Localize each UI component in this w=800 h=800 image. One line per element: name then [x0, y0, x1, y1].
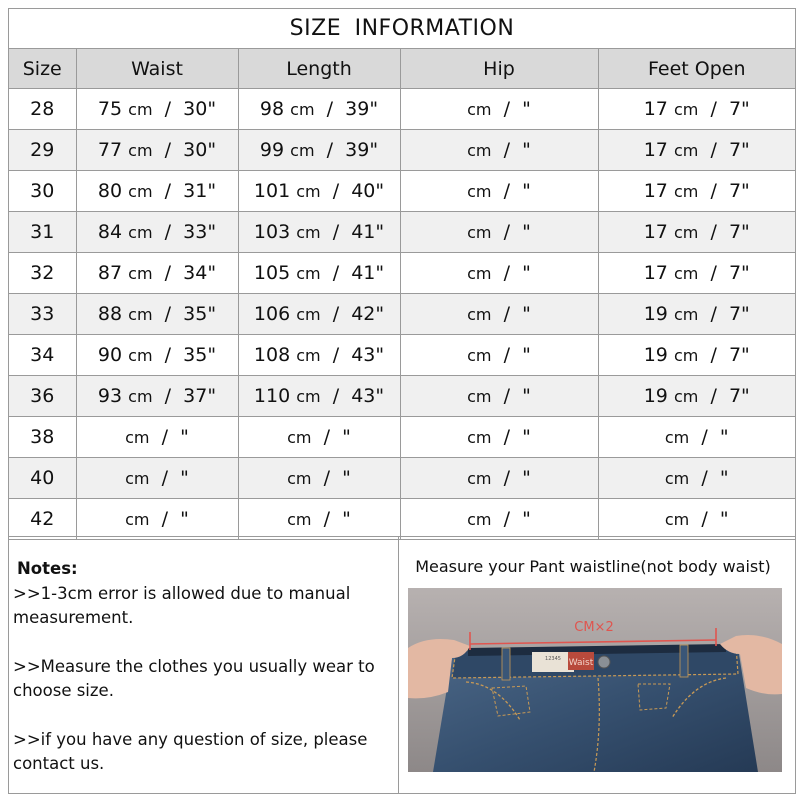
feet-open-cell-inch-value: 7": [728, 98, 750, 120]
feet-open-cell-cm-value: 17: [643, 98, 668, 120]
unit-separator: /: [710, 180, 717, 202]
waist-cell-inch-value: 31": [183, 180, 217, 202]
hip-cell-inch-value: ": [522, 508, 531, 530]
hip-cell: [400, 130, 598, 171]
waist-cell-inch-value: ": [180, 426, 189, 448]
unit-cm: cm: [673, 346, 699, 365]
hip-cell-inch-value: ": [522, 139, 531, 161]
feet-open-cell: [598, 89, 795, 130]
unit-separator: /: [164, 221, 172, 243]
feet-open-cell: [598, 458, 795, 499]
unit-cm: cm: [467, 428, 492, 447]
unit-cm: cm: [467, 264, 492, 283]
waist-cell-inch-value: ": [180, 467, 189, 489]
length-cell-cm-value: 110: [253, 385, 291, 407]
waist-cell-inch-value: 30": [183, 139, 217, 161]
unit-separator: /: [503, 385, 511, 407]
feet-open-cell-cm-value: 17: [643, 262, 668, 284]
feet-open-cell-cm-value: 17: [643, 180, 668, 202]
waist-cell-inch-value: 37": [183, 385, 217, 407]
waist-cell-inch-value: 30": [183, 98, 217, 120]
feet-open-cell: [598, 130, 795, 171]
unit-cm: cm: [296, 387, 321, 406]
header-hip: Hip: [400, 49, 598, 89]
table-row: [9, 335, 795, 376]
header-size: Size: [9, 49, 76, 89]
unit-separator: /: [710, 303, 717, 325]
unit-separator: /: [326, 139, 334, 161]
feet-open-cell-inch-value: ": [719, 467, 729, 489]
table-header-row: [9, 49, 795, 89]
feet-open-cell: [598, 294, 795, 335]
unit-cm: cm: [467, 182, 492, 201]
tag-code: 12345: [545, 656, 561, 662]
table-row: [9, 417, 795, 458]
hip-cell-inch-value: ": [522, 262, 531, 284]
waist-cell: [76, 335, 238, 376]
table-row: [9, 89, 795, 130]
feet-open-cell-inch-value: ": [719, 508, 729, 530]
length-cell-inch-value: 43": [351, 344, 385, 366]
hip-cell-inch-value: ": [522, 98, 531, 120]
unit-separator: /: [332, 262, 340, 284]
unit-separator: /: [503, 262, 511, 284]
length-cell-inch-value: ": [342, 508, 351, 530]
unit-separator: /: [164, 98, 172, 120]
unit-separator: /: [161, 426, 169, 448]
unit-cm: cm: [673, 141, 699, 160]
header-feet-open: Feet Open: [598, 49, 795, 89]
feet-open-cell-inch-value: 7": [728, 344, 750, 366]
unit-separator: /: [503, 467, 511, 489]
waist-cell-cm-value: 75: [97, 98, 123, 120]
length-cell: [238, 294, 400, 335]
size-cell: 31: [9, 212, 76, 253]
hip-cell-inch-value: ": [522, 344, 531, 366]
unit-cm: cm: [467, 469, 492, 488]
waist-cell-cm-value: 93: [97, 385, 123, 407]
table-row: [9, 458, 795, 499]
hip-cell-inch-value: ": [522, 426, 531, 448]
feet-open-cell-cm-value: 19: [643, 303, 668, 325]
length-cell: [238, 212, 400, 253]
waist-cell: [76, 89, 238, 130]
jeans-illustration: [408, 588, 782, 772]
unit-separator: /: [503, 221, 511, 243]
length-cell: [238, 89, 400, 130]
length-cell-inch-value: ": [342, 467, 351, 489]
unit-cm: cm: [467, 510, 492, 529]
hip-cell: [400, 458, 598, 499]
unit-cm: cm: [287, 469, 312, 488]
length-cell: [238, 376, 400, 417]
waist-cell: [76, 376, 238, 417]
unit-separator: /: [701, 467, 708, 489]
jeans-waist-photo: [408, 588, 782, 772]
unit-separator: /: [503, 139, 511, 161]
unit-cm: cm: [296, 264, 321, 283]
waist-cell-cm-value: 77: [97, 139, 123, 161]
size-cell: 42: [9, 499, 76, 540]
waist-tag-text: Waist: [568, 658, 594, 668]
table-row: [9, 294, 795, 335]
unit-cm: cm: [290, 100, 315, 119]
length-cell-cm-value: 99: [259, 139, 285, 161]
hip-cell-inch-value: ": [522, 385, 531, 407]
hip-cell-inch-value: ": [522, 180, 531, 202]
unit-separator: /: [164, 139, 172, 161]
unit-cm: cm: [290, 141, 315, 160]
hip-cell: [400, 212, 598, 253]
size-cell: 29: [9, 130, 76, 171]
unit-separator: /: [164, 303, 172, 325]
table-row: [9, 171, 795, 212]
waist-cell-inch-value: 33": [183, 221, 217, 243]
unit-cm: cm: [673, 264, 699, 283]
unit-separator: /: [326, 98, 334, 120]
waist-cell: [76, 212, 238, 253]
unit-separator: /: [503, 303, 511, 325]
hip-cell-inch-value: ": [522, 303, 531, 325]
size-cell: 30: [9, 171, 76, 212]
hip-cell: [400, 335, 598, 376]
feet-open-cell: [598, 253, 795, 294]
feet-open-cell-inch-value: 7": [728, 180, 750, 202]
notes-panel: [9, 537, 399, 794]
note-item: >>Measure the clothes you usually wear to choose size.: [13, 656, 375, 700]
unit-cm: cm: [467, 387, 492, 406]
hip-cell: [400, 376, 598, 417]
feet-open-cell: [598, 335, 795, 376]
unit-cm: cm: [467, 346, 492, 365]
unit-cm: cm: [296, 346, 321, 365]
waist-cell: [76, 499, 238, 540]
unit-cm: cm: [467, 223, 492, 242]
hip-cell-inch-value: ": [522, 221, 531, 243]
feet-open-cell-inch-value: ": [719, 426, 729, 448]
unit-cm: cm: [673, 182, 699, 201]
measure-caption: Measure your Pant waistline(not body waist): [415, 557, 771, 576]
length-cell: [238, 130, 400, 171]
waist-cell-inch-value: ": [180, 508, 189, 530]
page-title: SIZE INFORMATION: [9, 9, 795, 49]
waist-cell: [76, 417, 238, 458]
hip-cell: [400, 253, 598, 294]
table-row: [9, 253, 795, 294]
header-waist: Waist: [76, 49, 238, 89]
feet-open-cell: [598, 171, 795, 212]
length-cell: [238, 499, 400, 540]
unit-separator: /: [710, 385, 717, 407]
unit-separator: /: [503, 426, 511, 448]
unit-separator: /: [503, 508, 511, 530]
unit-separator: /: [323, 467, 331, 489]
unit-separator: /: [701, 426, 708, 448]
size-cell: 34: [9, 335, 76, 376]
length-cell-cm-value: 103: [253, 221, 291, 243]
unit-separator: /: [332, 180, 340, 202]
unit-separator: /: [161, 467, 169, 489]
unit-separator: /: [710, 221, 717, 243]
unit-separator: /: [710, 262, 717, 284]
size-chart: [8, 8, 796, 794]
unit-separator: /: [503, 180, 511, 202]
unit-cm: cm: [673, 387, 699, 406]
hip-cell: [400, 417, 598, 458]
length-cell: [238, 171, 400, 212]
waist-cell-inch-value: 34": [183, 262, 217, 284]
unit-cm: cm: [128, 387, 153, 406]
unit-separator: /: [710, 139, 717, 161]
hip-cell-inch-value: ": [522, 467, 531, 489]
length-cell-inch-value: 39": [345, 139, 379, 161]
unit-cm: cm: [296, 223, 321, 242]
button-rivet: [598, 656, 610, 668]
notes-title: Notes:: [17, 559, 78, 578]
unit-separator: /: [332, 221, 340, 243]
header-length: Length: [238, 49, 400, 89]
waist-cell-cm-value: 80: [97, 180, 123, 202]
waist-cell-cm-value: 90: [97, 344, 123, 366]
length-cell-inch-value: 42": [351, 303, 385, 325]
size-cell: 33: [9, 294, 76, 335]
length-cell-cm-value: 101: [253, 180, 291, 202]
waist-cell: [76, 171, 238, 212]
hip-cell: [400, 171, 598, 212]
unit-cm: cm: [467, 141, 492, 160]
unit-separator: /: [164, 344, 172, 366]
feet-open-cell-inch-value: 7": [728, 303, 750, 325]
unit-separator: /: [323, 508, 331, 530]
unit-cm: cm: [296, 182, 321, 201]
feet-open-cell-inch-value: 7": [728, 139, 750, 161]
length-cell: [238, 458, 400, 499]
unit-cm: cm: [128, 141, 153, 160]
length-cell: [238, 335, 400, 376]
table-row: [9, 499, 795, 540]
unit-cm: cm: [467, 305, 492, 324]
unit-separator: /: [332, 385, 340, 407]
note-item: >>1-3cm error is allowed due to manual measurement.: [13, 583, 351, 627]
unit-separator: /: [332, 344, 340, 366]
measure-panel: [400, 537, 795, 794]
feet-open-cell-cm-value: 19: [643, 344, 668, 366]
length-cell-inch-value: 41": [351, 262, 385, 284]
unit-cm: cm: [673, 305, 699, 324]
unit-cm: cm: [125, 428, 150, 447]
unit-separator: /: [164, 385, 172, 407]
unit-separator: /: [164, 262, 172, 284]
waist-cell-inch-value: 35": [183, 344, 217, 366]
hip-cell: [400, 89, 598, 130]
unit-cm: cm: [128, 100, 153, 119]
unit-separator: /: [161, 508, 169, 530]
length-cell-cm-value: 106: [253, 303, 291, 325]
unit-cm: cm: [287, 428, 312, 447]
size-cell: 36: [9, 376, 76, 417]
unit-cm: cm: [664, 510, 690, 529]
feet-open-cell-cm-value: 17: [643, 139, 668, 161]
unit-cm: cm: [125, 510, 150, 529]
unit-separator: /: [332, 303, 340, 325]
unit-cm: cm: [128, 305, 153, 324]
unit-cm: cm: [128, 264, 153, 283]
unit-cm: cm: [128, 182, 153, 201]
length-cell-inch-value: 39": [345, 98, 379, 120]
length-cell-cm-value: 98: [259, 98, 285, 120]
length-cell-inch-value: ": [342, 426, 351, 448]
table-row: [9, 376, 795, 417]
length-cell: [238, 253, 400, 294]
feet-open-cell-cm-value: 19: [643, 385, 668, 407]
dimension-label: CM×2: [574, 620, 614, 635]
feet-open-cell: [598, 417, 795, 458]
waist-cell-cm-value: 88: [97, 303, 123, 325]
unit-cm: cm: [125, 469, 150, 488]
unit-cm: cm: [664, 469, 690, 488]
hip-cell: [400, 294, 598, 335]
feet-open-cell-cm-value: 17: [643, 221, 668, 243]
unit-separator: /: [164, 180, 172, 202]
waist-cell-inch-value: 35": [183, 303, 217, 325]
unit-cm: cm: [673, 100, 699, 119]
size-cell: 32: [9, 253, 76, 294]
unit-separator: /: [710, 98, 717, 120]
unit-cm: cm: [128, 223, 153, 242]
length-cell-cm-value: 105: [253, 262, 291, 284]
unit-cm: cm: [287, 510, 312, 529]
length-cell-inch-value: 41": [351, 221, 385, 243]
size-table: [9, 49, 795, 540]
unit-separator: /: [503, 344, 511, 366]
waist-cell-cm-value: 84: [97, 221, 123, 243]
waist-cell: [76, 130, 238, 171]
lower-section: [9, 536, 795, 794]
size-cell: 38: [9, 417, 76, 458]
feet-open-cell-inch-value: 7": [728, 385, 750, 407]
feet-open-cell-inch-value: 7": [728, 221, 750, 243]
unit-separator: /: [503, 98, 511, 120]
size-cell: 28: [9, 89, 76, 130]
feet-open-cell: [598, 499, 795, 540]
unit-separator: /: [701, 508, 708, 530]
length-cell-cm-value: 108: [253, 344, 291, 366]
unit-cm: cm: [128, 346, 153, 365]
waist-cell: [76, 458, 238, 499]
table-row: [9, 212, 795, 253]
feet-open-cell: [598, 376, 795, 417]
hip-cell: [400, 499, 598, 540]
waist-cell: [76, 253, 238, 294]
unit-separator: /: [323, 426, 331, 448]
length-cell: [238, 417, 400, 458]
feet-open-cell-inch-value: 7": [728, 262, 750, 284]
length-cell-inch-value: 43": [351, 385, 385, 407]
size-cell: 40: [9, 458, 76, 499]
table-row: [9, 130, 795, 171]
waist-cell-cm-value: 87: [97, 262, 123, 284]
unit-separator: /: [710, 344, 717, 366]
brand-tag: [532, 652, 574, 672]
unit-cm: cm: [664, 428, 690, 447]
unit-cm: cm: [296, 305, 321, 324]
length-cell-inch-value: 40": [351, 180, 385, 202]
unit-cm: cm: [673, 223, 699, 242]
feet-open-cell: [598, 212, 795, 253]
unit-cm: cm: [467, 100, 492, 119]
waist-cell: [76, 294, 238, 335]
note-item: >>if you have any question of size, please contact us.: [13, 729, 368, 773]
